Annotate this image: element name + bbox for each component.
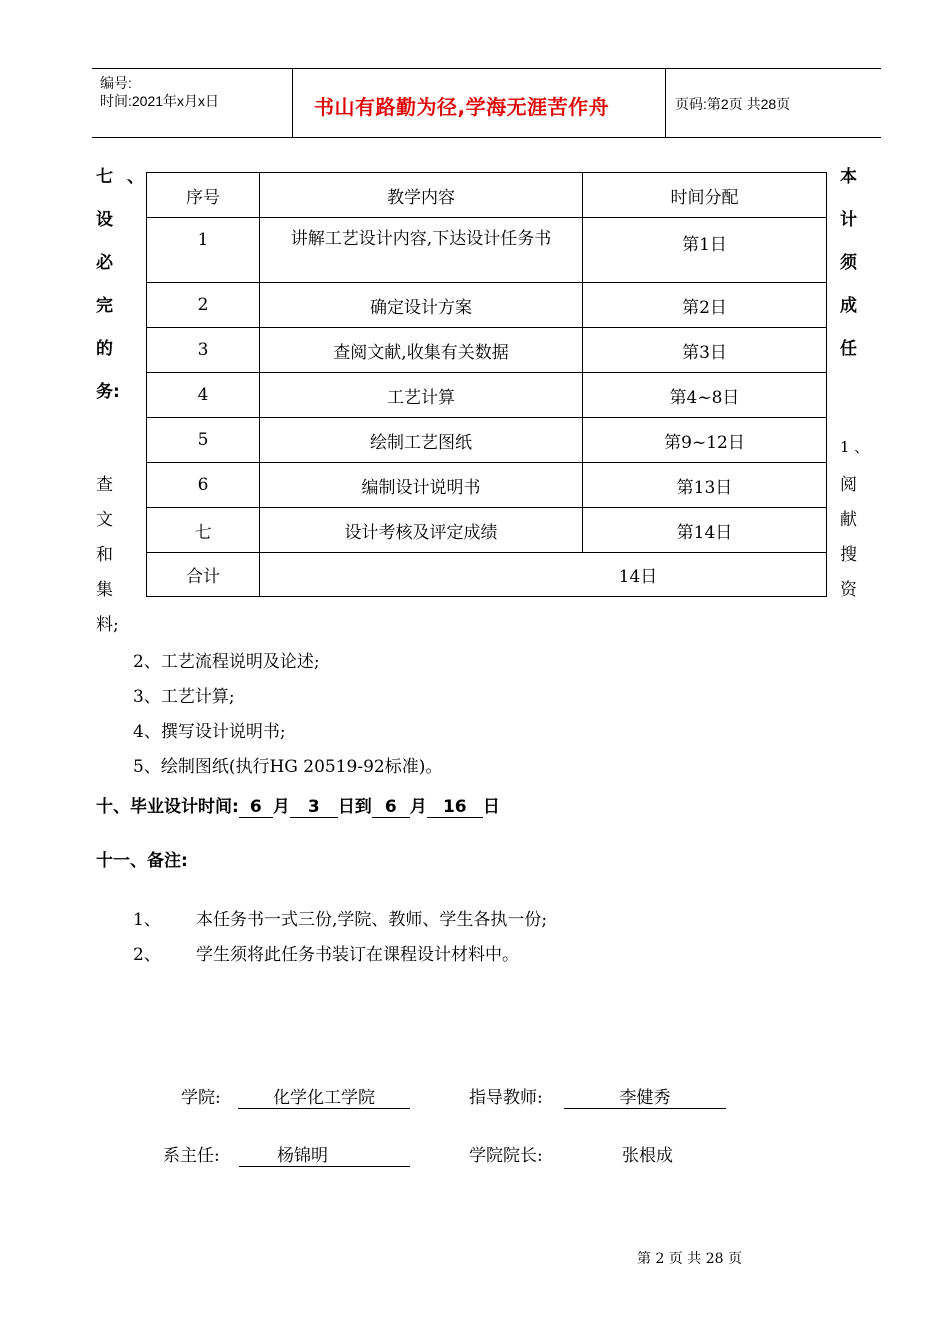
table-row xyxy=(147,373,827,418)
table-cell: 第2日 xyxy=(583,283,827,328)
header-divider xyxy=(292,69,293,137)
table-row xyxy=(147,463,827,508)
start-day: 3 xyxy=(290,797,338,818)
table-cell: 确定设计方案 xyxy=(260,283,583,328)
end-month: 6 xyxy=(372,797,410,818)
document-number: 编号: xyxy=(100,75,132,91)
table-header-row xyxy=(147,173,827,218)
day-to-text: 日到 xyxy=(337,797,372,817)
table-cell: 4 xyxy=(147,373,260,418)
page-footer: 第 2 页 共 28 页 xyxy=(637,1251,742,1267)
header-divider xyxy=(665,69,666,137)
dept-head-value xyxy=(239,1141,410,1167)
table-cell: 设计考核及评定成绩 xyxy=(260,508,583,553)
month-char: 月 xyxy=(272,797,290,817)
dept-head-label: 系主任: xyxy=(163,1146,220,1166)
vertical-char: 必 xyxy=(96,253,113,273)
page-header xyxy=(92,68,881,138)
table-cell: 6 xyxy=(147,463,260,508)
table-cell: 3 xyxy=(147,328,260,373)
table-row xyxy=(147,328,827,373)
header-motto: 书山有路勤为径,学海无涯苦作舟 xyxy=(314,95,610,119)
task-item: 2、工艺流程说明及论述; xyxy=(133,652,320,672)
vertical-char: 务: xyxy=(96,382,120,402)
design-time-label: 十、毕业设计时间: xyxy=(96,797,239,817)
header-page-info: 页码:第2页 共28页 xyxy=(675,96,791,112)
vertical-char: 献 xyxy=(840,510,857,530)
college-value: 化学化工学院 xyxy=(238,1083,410,1109)
end-day: 16 xyxy=(427,797,483,818)
note-number: 1、 xyxy=(133,910,161,930)
table-cell: 第9~12日 xyxy=(583,418,827,463)
start-month: 6 xyxy=(239,797,273,818)
vertical-char: 成 xyxy=(840,296,857,316)
vertical-char: 搜 xyxy=(840,545,857,565)
vertical-char: 完 xyxy=(96,296,113,316)
task-item: 5、绘制图纸(执行HG 20519-92标准)。 xyxy=(133,757,443,777)
document-time: 时间:2021年x月x日 xyxy=(100,93,220,109)
table-row xyxy=(147,418,827,463)
table-cell: 第4~8日 xyxy=(583,373,827,418)
vertical-char: 和 xyxy=(96,545,113,565)
vertical-char: 1 、 xyxy=(840,438,870,456)
vertical-char: 的 xyxy=(96,339,113,359)
table-cell: 编制设计说明书 xyxy=(260,463,583,508)
dean-value: 张根成 xyxy=(622,1146,673,1166)
table-cell: 1 xyxy=(147,218,260,283)
schedule-table xyxy=(146,172,827,597)
table-cell: 第14日 xyxy=(583,508,827,553)
table-cell: 2 xyxy=(147,283,260,328)
vertical-char: 集 xyxy=(96,580,113,600)
total-value: 14日 xyxy=(260,553,827,597)
column-header: 教学内容 xyxy=(260,173,583,218)
vertical-char: 任 xyxy=(840,339,857,359)
vertical-char: 计 xyxy=(840,210,857,230)
column-header: 序号 xyxy=(147,173,260,218)
vertical-char: 料; xyxy=(96,615,119,635)
table-row xyxy=(147,218,827,283)
vertical-char: 七 xyxy=(96,167,113,187)
teacher-label: 指导教师: xyxy=(469,1088,543,1108)
dean-label: 学院院长: xyxy=(469,1146,543,1166)
task-item: 4、撰写设计说明书; xyxy=(133,722,286,742)
college-label: 学院: xyxy=(181,1088,221,1108)
vertical-char: 文 xyxy=(96,510,113,530)
table-cell: 七 xyxy=(147,508,260,553)
notes-title: 十一、备注: xyxy=(96,851,188,871)
table-total-row xyxy=(147,553,827,597)
table-row xyxy=(147,283,827,328)
note-number: 2、 xyxy=(133,945,161,965)
dept-head-name: 杨锦明 xyxy=(277,1146,328,1166)
table-cell: 第13日 xyxy=(583,463,827,508)
vertical-char: 须 xyxy=(840,253,857,273)
table-cell: 第3日 xyxy=(583,328,827,373)
day-char: 日 xyxy=(482,797,500,817)
note-text: 学生须将此任务书装订在课程设计材料中。 xyxy=(196,945,519,965)
table-cell: 第1日 xyxy=(583,218,827,283)
note-text: 本任务书一式三份,学院、教师、学生各执一份; xyxy=(196,910,548,930)
vertical-char: 本 xyxy=(840,167,857,187)
table-row xyxy=(147,508,827,553)
vertical-char: 查 xyxy=(96,475,113,495)
table-cell: 查阅文献,收集有关数据 xyxy=(260,328,583,373)
vertical-char: 设 xyxy=(96,210,113,230)
vertical-char: 、 xyxy=(127,167,144,187)
design-time xyxy=(96,792,500,818)
teacher-value: 李健秀 xyxy=(564,1083,726,1109)
month-char: 月 xyxy=(409,797,427,817)
total-label: 合计 xyxy=(147,553,260,597)
table-cell: 工艺计算 xyxy=(260,373,583,418)
task-item: 3、工艺计算; xyxy=(133,687,235,707)
column-header: 时间分配 xyxy=(583,173,827,218)
table-cell: 5 xyxy=(147,418,260,463)
table-cell: 讲解工艺设计内容,下达设计任务书 xyxy=(260,218,583,283)
table-cell: 绘制工艺图纸 xyxy=(260,418,583,463)
vertical-char: 阅 xyxy=(840,475,857,495)
vertical-char: 资 xyxy=(840,580,857,600)
